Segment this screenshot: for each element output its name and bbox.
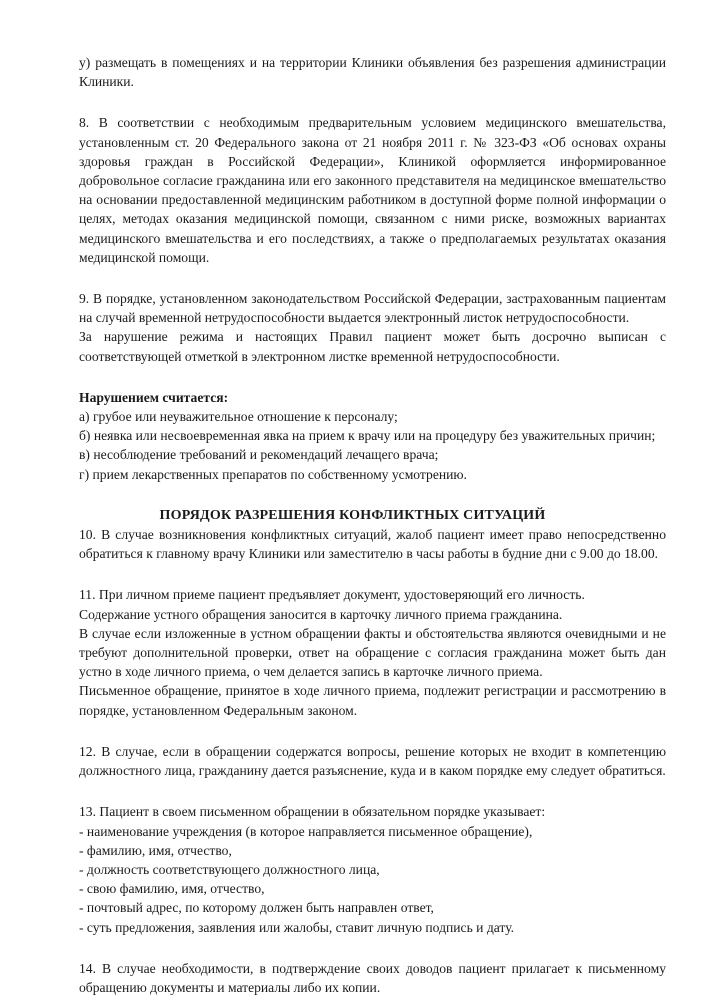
paragraph-9-violation: За нарушение режима и настоящих Правил пациент может быть досрочно выписан с соответствующей отметкой в электронном листке временной нетрудоспособности. bbox=[79, 329, 666, 364]
paragraph-11-record: Содержание устного обращения заносится в карточку личного приема гражданина. bbox=[79, 606, 563, 622]
violation-item-a: а) грубое или неуважительное отношение к персоналу; bbox=[79, 409, 398, 425]
paragraph-11: 11. При личном приеме пациент предъявляет документ, удостоверяющий его личность. bbox=[79, 587, 585, 603]
paragraph-10: 10. В случае возникновения конфликтных ситуаций, жалоб пациент имеет право непосредственно обратиться к главному врачу Клиники или заместителю в часы работы в будние дни с 9.00 до 18.00. bbox=[79, 527, 666, 562]
list-item: - суть предложения, заявления или жалобы, ставит личную подпись и дату. bbox=[79, 919, 515, 935]
paragraph-13-intro: 13. Пациент в своем письменном обращении в обязательном порядке указывает: bbox=[79, 804, 546, 820]
paragraph-14: 14. В случае необходимости, в подтверждение своих доводов пациент прилагает к письменному обращению документы и материалы либо их копии. bbox=[79, 960, 666, 995]
list-item: - свою фамилию, имя, отчество, bbox=[79, 881, 265, 897]
paragraph-u: у) размещать в помещениях и на территории Клиники объявления без разрешения администрации Клиники. bbox=[79, 55, 666, 90]
paragraph-11-oral-answer: В случае если изложенные в устном обращении факты и обстоятельства являются очевидными и не требуют дополнительной проверки, ответ на обращение с согласия гражданина может быть дан устно в ходе личного приема, о чем делается запись в карточке личного приема. bbox=[79, 625, 666, 680]
paragraph-12: 12. В случае, если в обращении содержатся вопросы, решение которых не входит в компетенцию должностного лица, гражданину дается разъяснение, куда и в каком порядке ему следует обратиться. bbox=[79, 743, 666, 779]
violation-item-b: б) неявка или несвоевременная явка на прием к врачу или на процедуру без уважительных причин; bbox=[79, 428, 656, 444]
paragraph-9: 9. В порядке, установленном законодательством Российской Федерации, застрахованным пациентам на случай временной нетрудоспособности выдается электронный листок нетрудоспособности. bbox=[79, 291, 666, 326]
paragraph-8: 8. В соответствии с необходимым предварительным условием медицинского вмешательства, установленным ст. 20 Федерального закона от 21 ноября 2011 г. № 323-ФЗ «Об основах охраны здоровья граждан в Российской Федерации», Клиникой оформляется информированное добровольное согласие гражданина или его законного представителя на медицинское вмешательство на основании предоставленной медицинским работником в доступной форме полной информации о целях, методах оказания медицинской помощи, связанном с ними риске, возможных вариантах медицинского вмешательства и его последствиях, а также о предполагаемых результатах оказания медицинской помощи. bbox=[79, 115, 666, 265]
violation-item-c: в) несоблюдение требований и рекомендаций лечащего врача; bbox=[79, 447, 439, 463]
paragraph-11-written: Письменное обращение, принятое в ходе личного приема, подлежит регистрации и рассмотрению в порядке, установленном Федеральным законом. bbox=[79, 683, 666, 718]
list-item: - почтовый адрес, по которому должен быть направлен ответ, bbox=[79, 900, 434, 916]
violation-item-d: г) прием лекарственных препаратов по собственному усмотрению. bbox=[79, 466, 467, 482]
paragraph-13-list bbox=[79, 802, 666, 936]
violations-heading: Нарушением считается: bbox=[79, 389, 229, 405]
list-item: - наименование учреждения (в которое направляется письменное обращение), bbox=[79, 823, 533, 839]
section-title: ПОРЯДОК РАЗРЕШЕНИЯ КОНФЛИКТНЫХ СИТУАЦИЙ bbox=[159, 507, 546, 523]
list-item: - должность соответствующего должностного лица, bbox=[79, 861, 380, 877]
list-item: - фамилию, имя, отчество, bbox=[79, 842, 232, 858]
